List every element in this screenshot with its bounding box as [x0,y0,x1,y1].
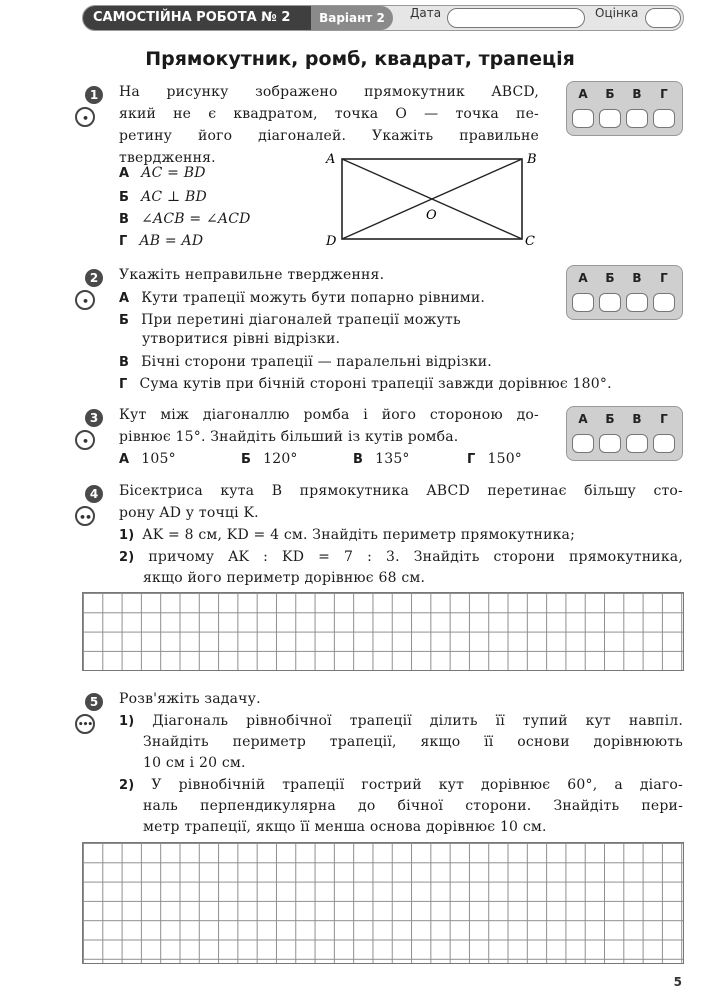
answer-card-task2 [566,265,683,320]
card-letter: Б [605,87,615,101]
subtask-text-continued: наль перпендикулярна до бічної сторони. Знайдіть пери- [143,798,683,814]
answer-box[interactable] [653,109,675,128]
option-row[interactable] [119,162,206,185]
answer-grid-task4[interactable] [82,592,684,671]
option-text: AC = BD [141,165,206,181]
variant-label: Варіант 2 [311,6,393,30]
header-bar [82,5,684,31]
option-row[interactable] [241,448,298,471]
option-text: Бічні сторони трапеції — паралельні відрізки. [141,354,492,370]
difficulty-level-icon: ••• [75,714,95,734]
grade-label: Оцінка [595,6,639,20]
card-letter: А [578,271,588,285]
vertex-label-a: A [326,152,336,167]
subtask-text: причому AK : KD = 7 : 3. Знайдіть сторони прямокутника, [148,549,683,565]
option-row[interactable] [119,448,176,471]
card-letter: Г [660,87,668,101]
option-letter: Г [119,377,128,392]
subtask-text-continued: 10 см і 20 см. [143,755,246,771]
subtask-text-continued: Знайдіть периметр трапеції, якщо її основи дорівнюють [143,734,683,750]
subtask-number: 2) [119,778,135,793]
subtask-number: 2) [119,550,135,565]
option-row[interactable] [353,448,410,471]
option-letter: Г [467,452,476,467]
option-letter: Б [119,190,130,205]
answer-box[interactable] [653,434,675,453]
subtask-text: Діагональ рівнобічної трапеції ділить її тупий кут навпіл. [152,713,683,729]
answer-card-task3 [566,406,683,461]
option-letter: Б [119,313,130,328]
option-letter: Б [241,452,252,467]
difficulty-level-icon: • [75,430,95,450]
card-letter: В [632,271,642,285]
subtask-text-continued: якщо його периметр дорівнює 68 см. [143,570,426,586]
subtask-row [119,546,683,569]
center-label-o: O [426,208,437,223]
difficulty-level-icon: • [75,290,95,310]
option-letter: В [353,452,364,467]
option-letter: А [119,452,130,467]
option-text: Сума кутів при бічній стороні трапеції завжди дорівнює 180°. [139,376,612,392]
task2-question: Укажіть неправильне твердження. [119,267,385,283]
option-row[interactable] [119,351,492,374]
answer-card-task1 [566,81,683,136]
task3-line: Кут між діагоналлю ромба і його стороною до- [119,407,539,423]
card-letter: В [632,412,642,426]
page-title: Прямокутник, ромб, квадрат, трапеція [145,48,575,70]
option-row[interactable] [119,208,251,231]
answer-box[interactable] [599,434,621,453]
task4-line: рону AD у точці K. [119,505,259,521]
answer-box[interactable] [572,109,594,128]
task1-line: який не є квадратом, точка O — точка пе- [119,106,539,122]
option-text: При перетині діагоналей трапеції можуть [141,312,461,328]
task1-line: На рисунку зображено прямокутник ABCD, [119,84,539,100]
page-number: 5 [673,975,682,989]
answer-box[interactable] [626,434,648,453]
task4-line: Бісектриса кута B прямокутника ABCD перетинає більшу сто- [119,483,683,499]
option-text: ∠ACB = ∠ACD [141,211,251,227]
card-letter: В [632,87,642,101]
date-field[interactable] [447,8,585,28]
option-text: AC ⊥ BD [141,189,207,205]
grade-field[interactable] [645,8,681,28]
subtask-text: AK = 8 см, KD = 4 см. Знайдіть периметр прямокутника; [142,527,576,543]
card-letter: Б [605,412,615,426]
subtask-row [119,524,575,547]
task-number: 4 [85,485,103,503]
answer-box[interactable] [572,434,594,453]
option-text: 150° [487,451,523,467]
card-letter: Б [605,271,615,285]
option-row[interactable] [467,448,522,471]
date-label: Дата [410,6,442,20]
option-text: AB = AD [139,233,204,249]
option-letter: Г [119,234,128,249]
answer-box[interactable] [599,293,621,312]
option-letter: В [119,212,130,227]
difficulty-level-icon: • [75,107,95,127]
option-row[interactable] [119,373,612,396]
subtask-row [119,774,683,797]
task1-line: твердження. [119,150,216,166]
answer-box[interactable] [626,109,648,128]
answer-box[interactable] [653,293,675,312]
option-text: Кути трапеції можуть бути попарно рівними. [141,290,486,306]
vertex-label-d: D [326,234,337,249]
task3-line: рівнює 15°. Знайдіть більший із кутів ромба. [119,429,459,445]
option-row[interactable] [119,186,207,209]
subtask-number: 1) [119,528,135,543]
option-text: 120° [263,451,298,467]
card-letter: А [578,87,588,101]
vertex-label-c: C [525,234,535,249]
subtask-row [119,710,683,733]
answer-box[interactable] [599,109,621,128]
work-title: САМОСТІЙНА РОБОТА № 2 [83,6,311,30]
option-letter: В [119,355,130,370]
card-letter: Г [660,271,668,285]
task-number: 1 [85,86,103,104]
option-text: 135° [375,451,410,467]
option-text: 105° [141,451,176,467]
option-text-continued: утворитися рівні відрізки. [142,331,341,347]
task-number: 3 [85,409,103,427]
option-row[interactable] [119,287,485,310]
card-letter: А [578,412,588,426]
task5-question: Розв'яжіть задачу. [119,691,261,707]
subtask-text: У рівнобічній трапеції гострий кут дорівнює 60°, а діаго- [151,777,683,793]
task-number: 2 [85,269,103,287]
difficulty-level-icon: •• [75,506,95,526]
option-letter: А [119,291,130,306]
card-letter: Г [660,412,668,426]
subtask-text-continued: метр трапеції, якщо її менша основа дорівнює 10 см. [143,819,547,835]
answer-grid-task5[interactable] [82,842,684,964]
rectangle-figure [318,150,548,250]
vertex-label-b: B [527,152,537,167]
task-number: 5 [85,693,103,711]
answer-box[interactable] [572,293,594,312]
task1-line: ретину його діагоналей. Укажіть правильне [119,128,539,144]
answer-box[interactable] [626,293,648,312]
option-letter: А [119,166,130,181]
option-row[interactable] [119,230,203,253]
subtask-number: 1) [119,714,135,729]
